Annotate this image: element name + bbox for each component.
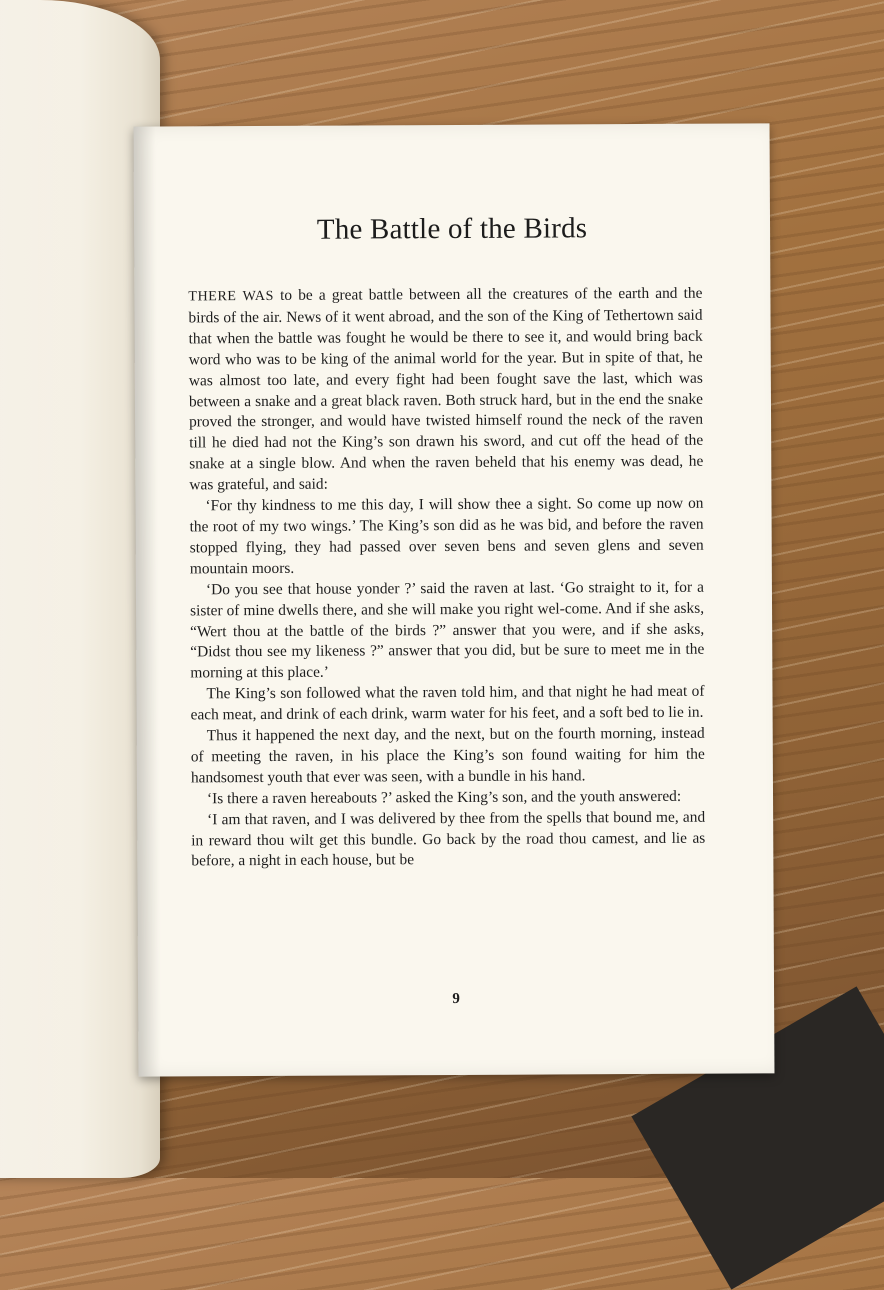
paragraph: ‘For thy kindness to me this day, I will show thee a sight. So come up now on the root of my two wings.’ The King’s son did as he was bid, and before the raven stopped flying, they had passed over seven bens and seven glens and seven mountain moors. (189, 494, 704, 578)
right-page (134, 123, 775, 1076)
chapter-body (188, 284, 705, 873)
paragraph: ‘Do you see that house yonder ?’ said the raven at last. ‘Go straight to it, for a sister of mine dwells there, and she will make you right wel-come. And if she asks, “Wert thou at the battle of the birds ?” answer that you were, and if she asks, “Didst thou see my likeness ?” answer that you did, but be sure to meet me in the morning at this place.’ (190, 578, 705, 682)
paragraph-text: to be a great battle between all the creatures of the earth and the birds of the air. News of it went abroad, and the son of the King of Tethertown said that when the battle was fought he would be there to see it, and would bring back word who was to be king of the animal world for the year. But in spite of that, he was almost too late, and every fight had been fought save the last, which was between a snake and a great black raven. Both struck hard, but in the end the snake proved the stronger, and would have twisted himself round the neck of the raven till he died had not the King’s son drawn his sword, and cut off the head of the snake at a single blow. And when the raven beheld that his enemy was dead, he was grateful, and said: (188, 284, 704, 494)
page-number: 9 (452, 990, 460, 1008)
paragraph: ‘I am that raven, and I was delivered by thee from the spells that bound me, and in reward thou wilt get this bundle. Go back by the road thou camest, and lie as before, a night in each house, but be (191, 808, 706, 870)
paragraph: The King’s son followed what the raven told him, and that night he had meat of each meat, and drink of each drink, warm water for his feet, and a soft bed to lie in. (190, 682, 705, 724)
left-page-highlight (0, 0, 100, 1178)
opening-small-caps: THERE WAS (188, 288, 275, 305)
page-gutter-shadow (134, 127, 161, 1077)
paragraph: ‘Is there a raven hereabouts ?’ asked the King’s son, and the youth answered: (206, 787, 682, 808)
chapter-title: The Battle of the Birds (316, 212, 588, 246)
paragraph: Thus it happened the next day, and the next, but on the fourth morning, instead of meeting the raven, in his place the King’s son found waiting for him the handsomest youth that ever was seen, with a bundle in his hand. (190, 724, 705, 787)
paragraph (188, 284, 703, 497)
